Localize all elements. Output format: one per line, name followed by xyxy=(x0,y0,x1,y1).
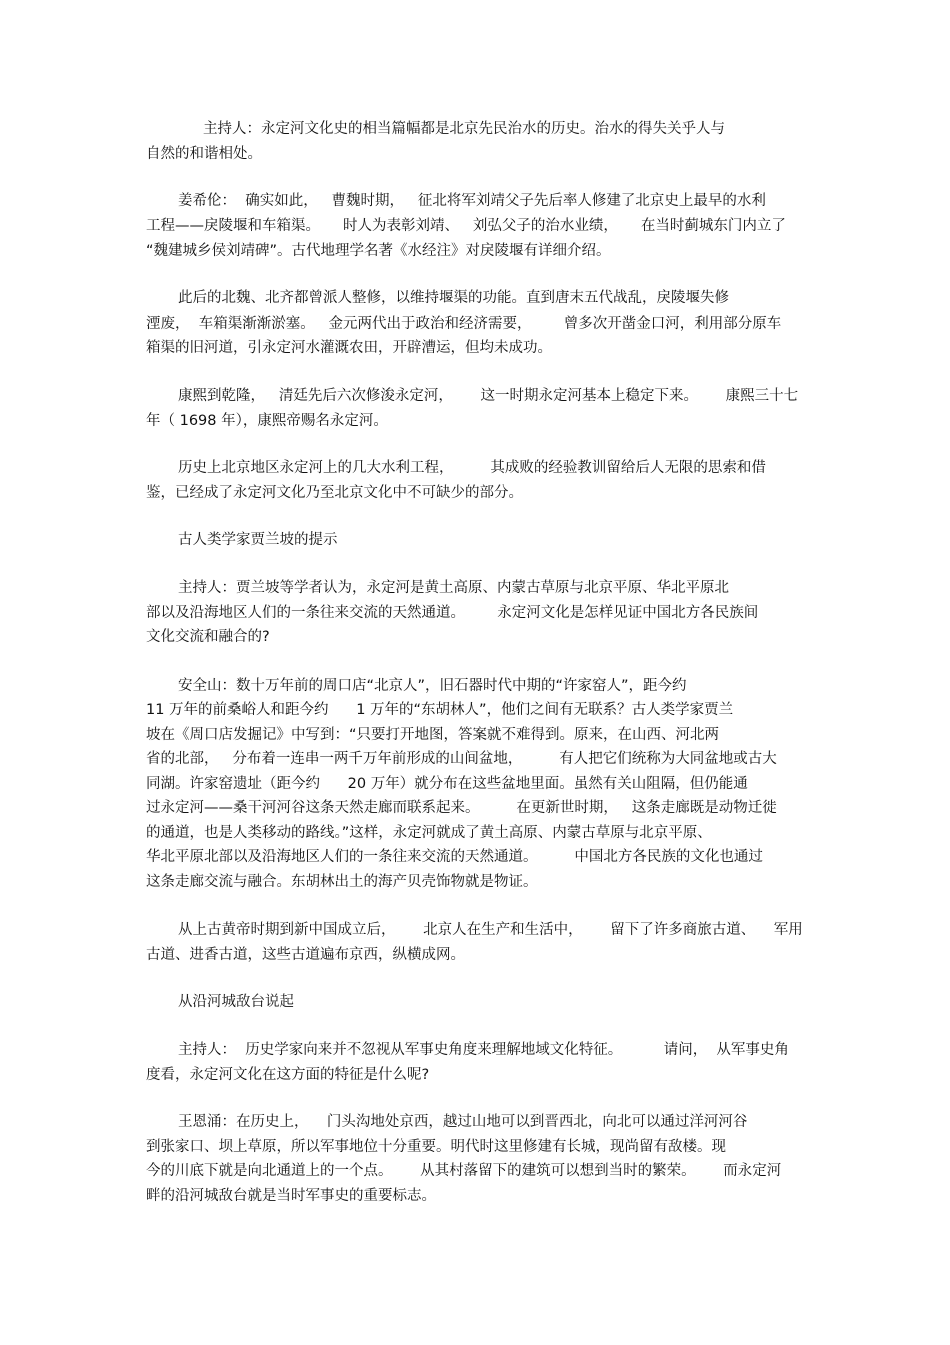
paragraph-line: 畔的沿河城敌台就是当时军事史的重要标志。 xyxy=(146,1188,436,1204)
section-heading: 从沿河城敌台说起 xyxy=(178,994,294,1010)
paragraph-line: 部以及沿海地区人们的一条往来交流的天然通道。 永定河文化是怎样见证中国北方各民族间 xyxy=(146,605,759,621)
paragraph-line: 自然的和谐相处。 xyxy=(146,146,262,162)
paragraph-line: 姜希伦： 确实如此， 曹魏时期， 征北将军刘靖父子先后率人修建了北京史上最早的水利 xyxy=(178,193,766,209)
paragraph-line: 到张家口、坝上草原，所以军事地位十分重要。明代时这里修建有长城，现尚留有敌楼。现 xyxy=(146,1139,726,1155)
paragraph-line: 主持人：永定河文化史的相当篇幅都是北京先民治水的历史。治水的得失关乎人与 xyxy=(203,121,725,137)
paragraph-line: 坡在《周口店发掘记》中写到：“只要打开地图，答案就不难得到。原来，在山西、河北两 xyxy=(146,727,720,743)
paragraph-line: 鉴，已经成了永定河文化乃至北京文化中不可缺少的部分。 xyxy=(146,485,523,501)
paragraph-line: 这条走廊交流与融合。东胡林出土的海产贝壳饰物就是物证。 xyxy=(146,874,538,890)
section-heading: 古人类学家贾兰坡的提示 xyxy=(178,532,338,548)
paragraph-line: 从上古黄帝时期到新中国成立后， 北京人在生产和生活中， 留下了许多商旅古道、 军用 xyxy=(178,922,803,938)
paragraph-line: 湮废， 车箱渠渐渐淤塞。 金元两代出于政治和经济需要， 曾多次开凿金口河，利用部分原车 xyxy=(146,316,782,332)
paragraph-line: 今的川底下就是向北通道上的一个点。 从其村落留下的建筑可以想到当时的繁荣。 而永定河 xyxy=(146,1163,782,1179)
paragraph-line: 安全山：数十万年前的周口店“北京人”，旧石器时代中期的“许家窑人”，距今约 xyxy=(178,678,687,694)
paragraph-line: 同湖。许家窑遗址（距今约 20 万年）就分布在这些盆地里面。虽然有关山阻隔，但仍能通 xyxy=(146,776,748,792)
paragraph-line: 工程——戾陵堰和车箱渠。 时人为表彰刘靖、 刘弘父子的治水业绩， 在当时蓟城东门内立了 xyxy=(146,218,786,234)
paragraph-line: 过永定河——桑干河河谷这条天然走廊而联系起来。 在更新世时期， 这条走廊既是动物迁徙 xyxy=(146,800,777,816)
paragraph-line: 王恩涌：在历史上， 门头沟地处京西，越过山地可以到晋西北，向北可以通过洋河河谷 xyxy=(178,1114,748,1130)
paragraph-line: 此后的北魏、北齐都曾派人整修，以维持堰渠的功能。直到唐末五代战乱，戾陵堰失修 xyxy=(178,290,729,306)
paragraph-line: 11 万年的前桑峪人和距今约 1 万年的“东胡林人”，他们之间有无联系？古人类学家贾兰 xyxy=(146,702,734,718)
paragraph-line: 华北平原北部以及沿海地区人们的一条往来交流的天然通道。 中国北方各民族的文化也通过 xyxy=(146,849,763,865)
paragraph-line: 历史上北京地区永定河上的几大水利工程， 其成败的经验教训留给后人无限的思索和借 xyxy=(178,460,766,476)
paragraph-line: 主持人： 历史学家向来并不忽视从军事史角度来理解地域文化特征。 请问， 从军事史角 xyxy=(178,1042,789,1058)
paragraph-line: 古道、进香古道，这些古道遍布京西，纵横成网。 xyxy=(146,947,465,963)
paragraph-line: 箱渠的旧河道，引永定河水灌溉农田，开辟漕运，但均未成功。 xyxy=(146,340,552,356)
paragraph-line: 的通道，也是人类移动的路线。”这样，永定河就成了黄土高原、内蒙古草原与北京平原、 xyxy=(146,825,712,841)
paragraph-line: 度看，永定河文化在这方面的特征是什么呢? xyxy=(146,1067,430,1083)
paragraph-line: 文化交流和融合的? xyxy=(146,629,270,645)
paragraph-line: 康熙到乾隆， 清廷先后六次修浚永定河， 这一时期永定河基本上稳定下来。 康熙三十七 xyxy=(178,388,799,404)
paragraph-line: 主持人：贾兰坡等学者认为，永定河是黄土高原、内蒙古草原与北京平原、华北平原北 xyxy=(178,580,729,596)
paragraph-line: “魏建城乡侯刘靖碑”。古代地理学名著《水经注》对戾陵堰有详细介绍。 xyxy=(146,243,611,259)
paragraph-line: 年（ 1698 年），康熙帝赐名永定河。 xyxy=(146,413,388,429)
paragraph-line: 省的北部， 分布着一连串一两千万年前形成的山间盆地， 有人把它们统称为大同盆地或古大 xyxy=(146,751,777,767)
